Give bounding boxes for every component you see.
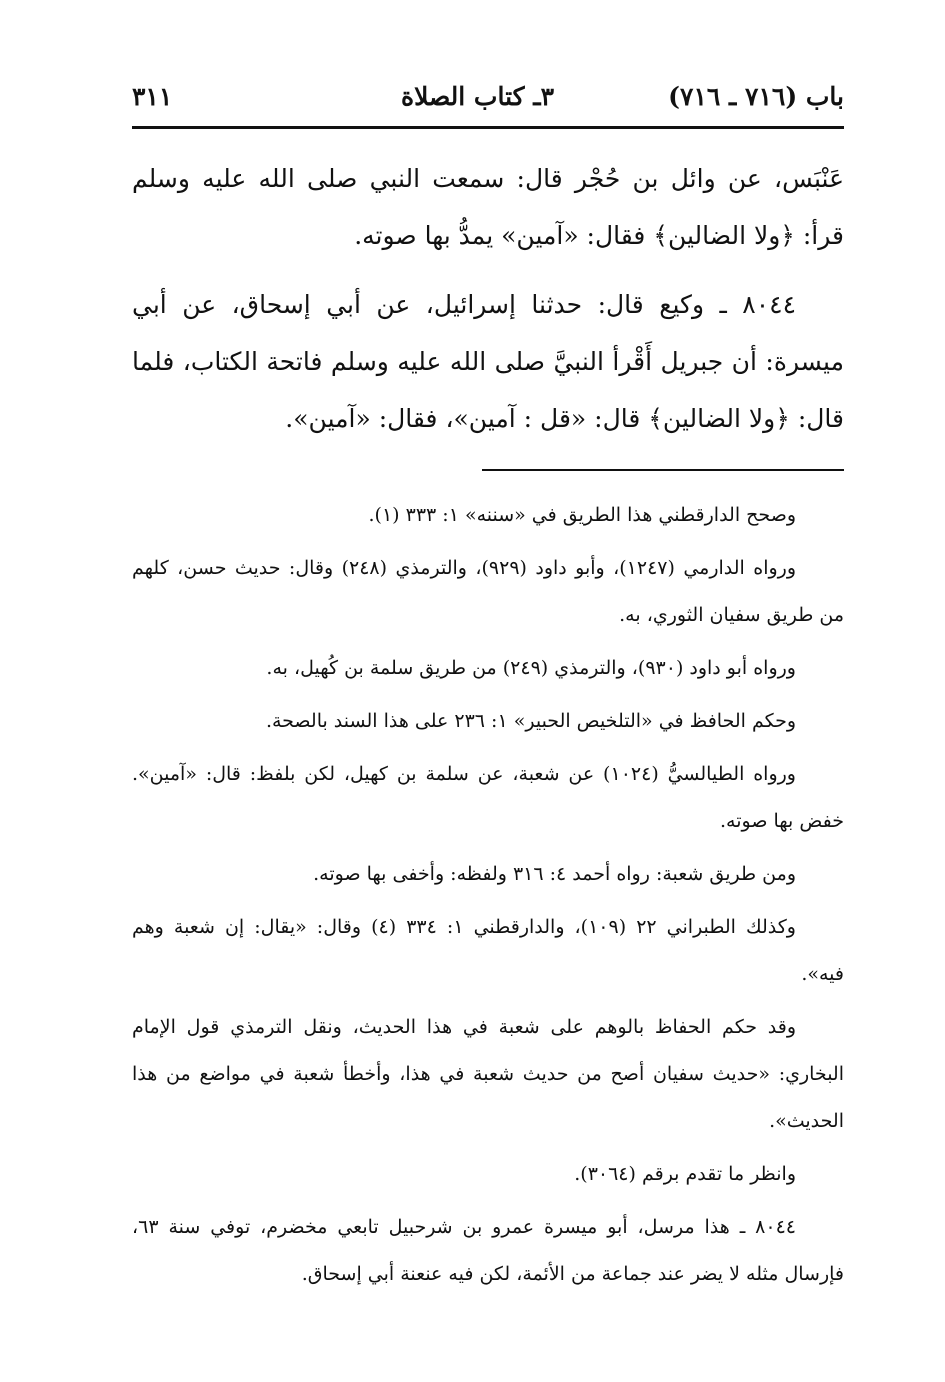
main-paragraph: عَنْبَس، عن وائل بن حُجْر قال: سمعت النبي صلى الله عليه وسلم قرأ: ﴿ولا الضالين﴾ فقال: «آمين» يمدُّ بها صوته.	[132, 164, 844, 250]
footnotes	[132, 492, 844, 1304]
footnote-paragraph: وقد حكم الحفاظ بالوهم على شعبة في هذا الحديث، ونقل الترمذي قول الإمام البخاري: «حديث سفيان أصح من حديث شعبة في هذا، وأخطأ شعبة في مواضع من هذا الحديث».	[132, 1016, 844, 1132]
footnote-paragraph: ورواه أبو داود (٩٣٠)، والترمذي (٢٤٩) من طريق سلمة بن كُهيل، به.	[266, 657, 796, 679]
footnote-paragraph: وحكم الحافظ في «التلخيص الحبير» ١: ٢٣٦ على هذا السند بالصحة.	[265, 710, 796, 732]
header-rule	[132, 126, 844, 129]
footnote-paragraph: وانظر ما تقدم برقم (٣٠٦٤).	[574, 1163, 796, 1185]
footnote-paragraph: ومن طريق شعبة: رواه أحمد ٤: ٣١٦ ولفظه: وأخفى بها صوته.	[313, 863, 796, 885]
main-text	[132, 150, 844, 447]
main-paragraph: ٨٠٤٤ ـ وكيع قال: حدثنا إسرائيل، عن أبي إسحاق، عن أبي ميسرة: أن جبريل أَقْرأ النبيَّ صلى الله عليه وسلم فاتحة الكتاب، فلما قال: ﴿ولا الضالين﴾ قال: «قل : آمين»، فقال: «آمين».	[132, 290, 844, 433]
footnote-paragraph: ورواه الدارمي (١٢٤٧)، وأبو داود (٩٢٩)، والترمذي (٢٤٨) وقال: حديث حسن، كلهم من طريق سفيان الثوري، به.	[132, 557, 844, 626]
book-title: ٣ـ كتاب الصلاة	[400, 82, 554, 111]
footnote-paragraph: وصحح الدارقطني هذا الطريق في «سننه» ١: ٣٣٣ (١).	[368, 504, 796, 526]
footnote-paragraph: ورواه الطيالسيُّ (١٠٢٤) عن شعبة، عن سلمة بن كهيل، لكن بلفظ: قال: «آمين». خفض بها صوته.	[132, 763, 844, 832]
footnote-paragraph: ٨٠٤٤ ـ هذا مرسل، أبو ميسرة عمرو بن شرحبيل تابعي مخضرم، توفي سنة ٦٣، فإرسال مثله لا يضر عند جماعة من الأئمة، لكن فيه عنعنة أبي إسحاق.	[132, 1216, 844, 1285]
page-number: ٣١١	[132, 82, 173, 111]
chapter-reference: باب (٧١٦ ـ ٧١٦)	[668, 82, 844, 111]
page-header	[132, 82, 844, 122]
footnote-paragraph: وكذلك الطبراني ٢٢ (١٠٩)، والدارقطني ١: ٣٣٤ (٤) وقال: «يقال: إن شعبة وهم فيه».	[132, 916, 844, 985]
footnote-separator	[482, 469, 844, 471]
